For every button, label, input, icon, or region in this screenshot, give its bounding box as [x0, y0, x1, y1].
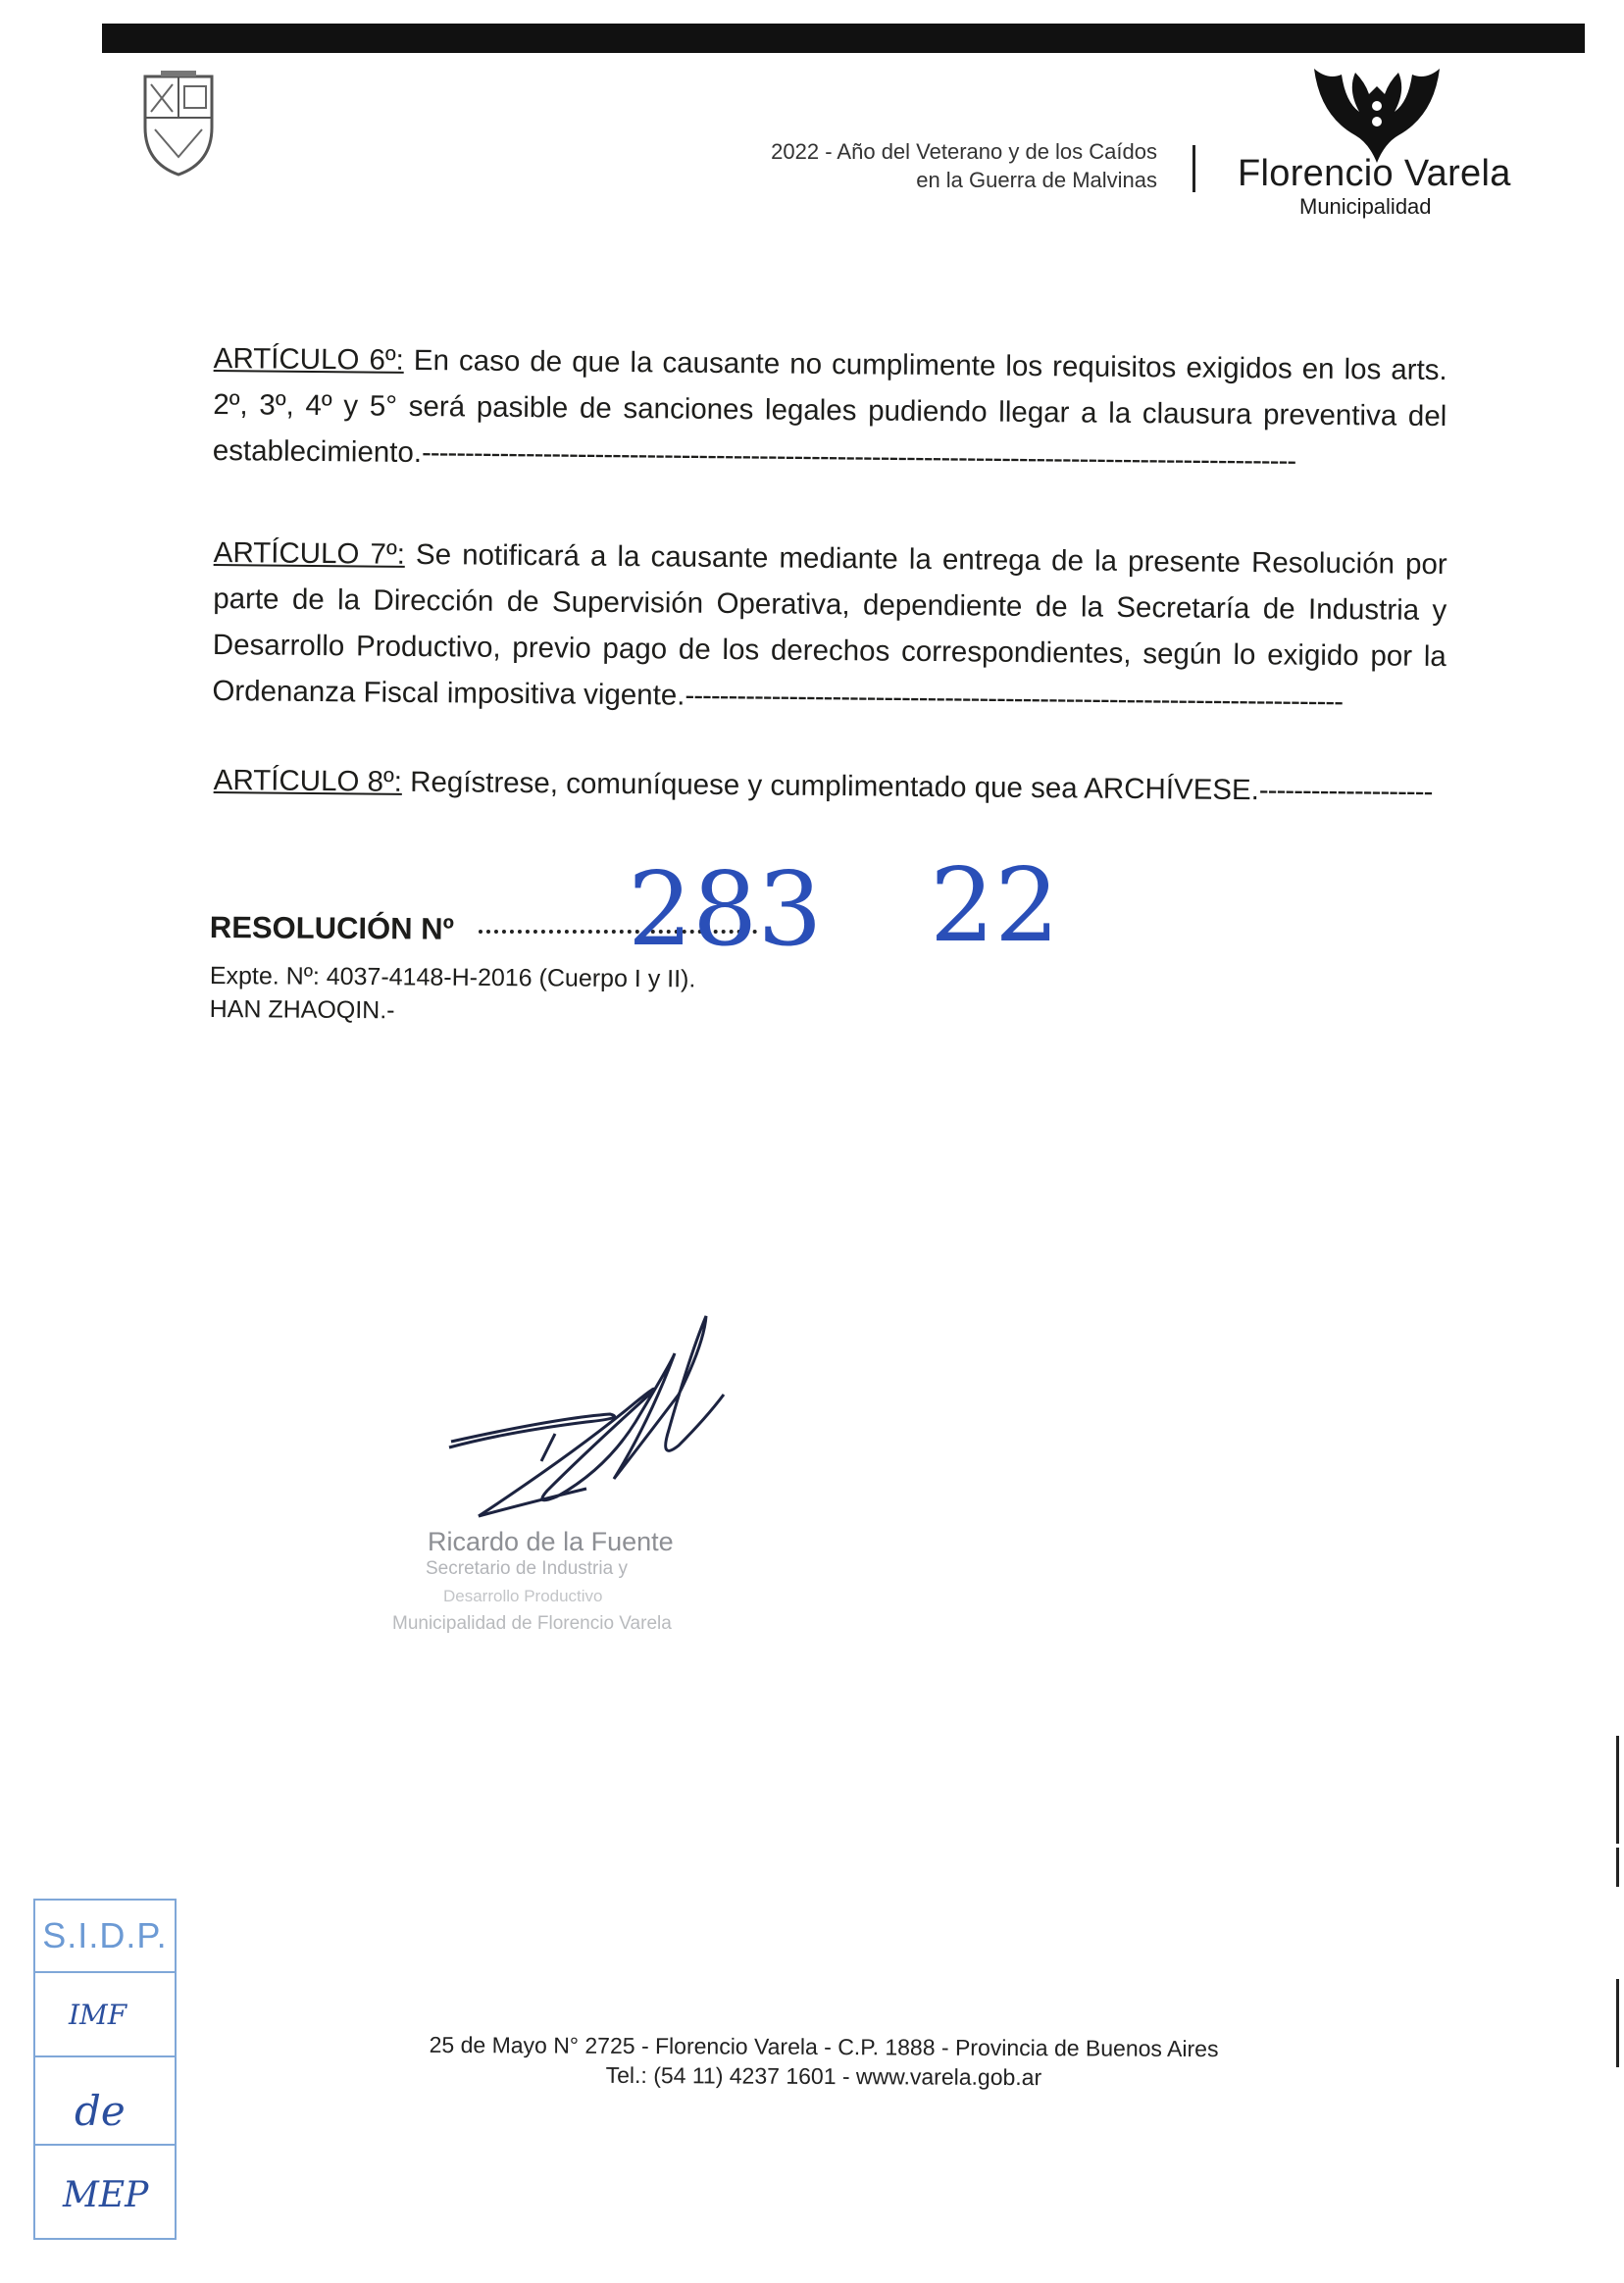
article-heading: ARTÍCULO 7º:: [213, 535, 406, 571]
brand-subtitle: Municipalidad: [1299, 194, 1432, 219]
article-heading: ARTÍCULO 8º:: [213, 763, 403, 798]
article-7: [212, 530, 1447, 726]
signatory-title: Secretario de Industria y: [426, 1558, 628, 1579]
scan-edge-mark: [1616, 1848, 1619, 1887]
article-heading: ARTÍCULO 6º:: [213, 341, 404, 377]
article-body: Regístrese, comuníquese y cumplimentado que sea ARCHÍVESE.: [401, 765, 1260, 807]
year-motto-line-1: 2022 - Año del Veterano y de los Caídos: [771, 139, 1157, 164]
resolution-number-stamp: 283: [628, 849, 823, 969]
resolution-label: RESOLUCIÓN Nº: [209, 910, 454, 946]
brand-name: Florencio Varela: [1238, 153, 1511, 194]
article-body: En caso de que la causante no cumplimente los requisitos exigidos en los arts. 2º, 3º, 4º y 5° será pasible de sanciones legales pudiendo llegar a la clausura preventiva del establecimiento.: [212, 343, 1447, 470]
signatory-municipality: Municipalidad de Florencio Varela: [392, 1613, 672, 1634]
sidp-initials: MEP: [63, 2175, 149, 2215]
header-divider: [1193, 145, 1195, 192]
expte-number: Expte. Nº: 4037-4148-H-2016 (Cuerpo I y II).: [209, 961, 696, 993]
footer-line-1: 25 de Mayo N° 2725 - Florencio Varela - C.P. 1888 - Provincia de Buenos Aires: [429, 2031, 1219, 2062]
sidp-initials: de: [75, 2087, 126, 2135]
dash-filler: -----------------------------------------------------------------------------------------------------: [421, 436, 1296, 478]
sidp-title: S.I.D.P.: [35, 1901, 175, 1973]
year-motto-line-2: en la Guerra de Malvinas: [916, 168, 1157, 192]
florencio-varela-logo-icon: [1310, 65, 1444, 163]
article-8: [214, 757, 1447, 815]
municipal-crest-icon: [131, 69, 226, 178]
party-name: HAN ZHAOQIN.-: [209, 994, 395, 1025]
footer-line-2: Tel.: (54 11) 4237 1601 - www.varela.gob.ar: [605, 2061, 1042, 2091]
year-motto: [628, 137, 1157, 194]
scan-edge-mark: [1616, 1736, 1619, 1844]
signatory-department: Desarrollo Productivo: [443, 1587, 603, 1605]
dash-filler: --------------------: [1258, 774, 1433, 808]
scan-top-border: [102, 24, 1585, 53]
article-6: [213, 335, 1447, 485]
handwritten-signature: [439, 1304, 792, 1540]
resolution-year-stamp: 22: [930, 845, 1060, 965]
sidp-initials: IMF: [69, 1999, 127, 2031]
signatory-name: Ricardo de la Fuente: [428, 1527, 674, 1556]
sidp-stamp: [33, 1899, 177, 2240]
signatory-stamp: [392, 1528, 745, 1638]
file-reference: [210, 959, 696, 1029]
footer-address: [333, 2029, 1314, 2093]
scan-edge-mark: [1616, 1979, 1619, 2067]
dash-filler: ----------------------------------------------------------------------------: [685, 679, 1344, 719]
article-body: Se notificará a la causante mediante la entrega de la presente Resolución por parte de la Dirección de Supervisión Operativa, dependiente de la Secretaría de Industria y Desarrollo Productivo, previo pago de los derechos correspondientes, según lo exigido por la Ordenanza Fiscal impositiva vigente.: [212, 537, 1447, 712]
